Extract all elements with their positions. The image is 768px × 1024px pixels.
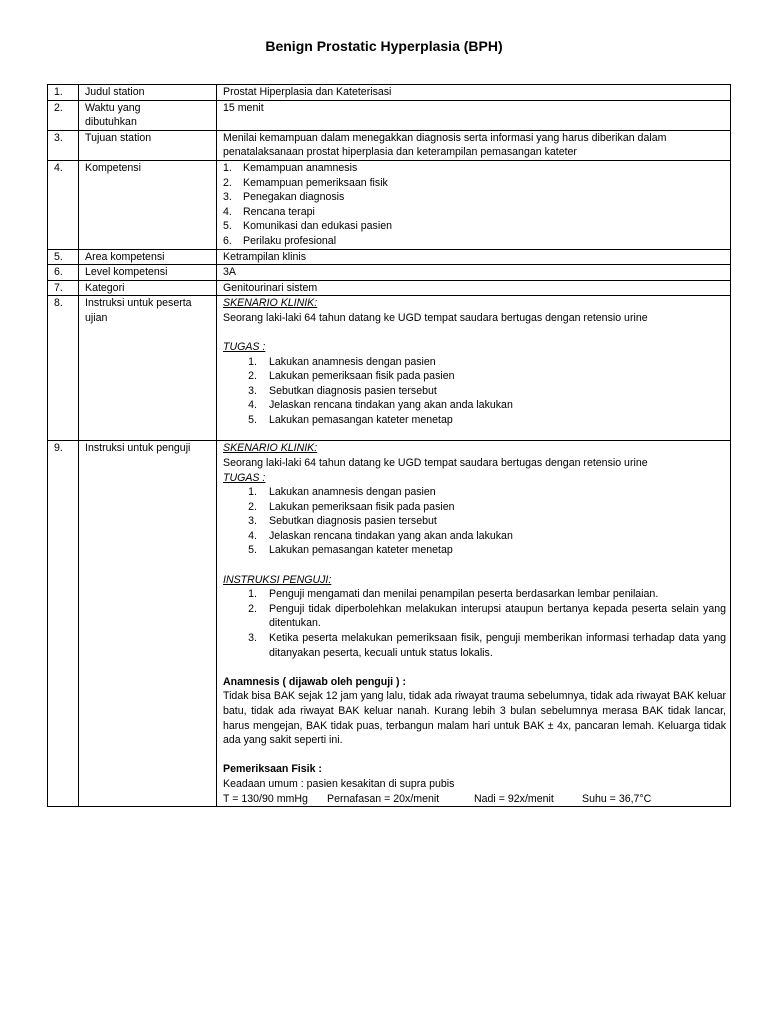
list-item: 4. Jelaskan rencana tindakan yang akan anda lakukan	[248, 529, 513, 542]
row-value: Ketrampilan klinis	[217, 249, 731, 265]
row-label: Area kompetensi	[79, 249, 217, 265]
row-number: 1.	[48, 85, 79, 101]
row-number: 7.	[48, 280, 79, 296]
row-number: 2.	[48, 100, 79, 130]
list-item: 6. Perilaku profesional	[223, 234, 337, 247]
row-value: 3A	[217, 265, 731, 281]
keadaan-umum: Keadaan umum : pasien kesakitan di supra pubis	[223, 777, 455, 790]
row-number: 8.	[48, 296, 79, 441]
vital-nadi: Nadi = 92x/menit	[474, 792, 554, 805]
tugas-heading: TUGAS :	[223, 341, 266, 354]
station-table	[47, 84, 731, 807]
list-item: 1. Lakukan anamnesis dengan pasien	[248, 486, 436, 499]
row-number: 4.	[48, 160, 79, 249]
row-value	[217, 441, 731, 807]
instruksi-list	[223, 587, 726, 660]
anamnesis-heading: Anamnesis ( dijawab oleh penguji ) :	[223, 675, 407, 688]
row-value: Prostat Hiperplasia dan Kateterisasi	[217, 85, 731, 101]
row-number: 5.	[48, 249, 79, 265]
tugas-list	[223, 355, 726, 428]
row-label: Level kompetensi	[79, 265, 217, 281]
list-item: 2. Kemampuan pemeriksaan fisik	[223, 176, 388, 189]
page-title: Benign Prostatic Hyperplasia (BPH)	[265, 38, 503, 54]
row-number: 6.	[48, 265, 79, 281]
table-row	[48, 280, 731, 296]
table-row	[48, 249, 731, 265]
skenario-heading: SKENARIO KLINIK:	[223, 297, 318, 310]
list-item: 1. Penguji mengamati dan menilai penampilan peserta berdasarkan lembar penilaian.	[248, 588, 659, 601]
list-item: 3. Sebutkan diagnosis pasien tersebut	[248, 515, 437, 528]
table-row	[48, 130, 731, 160]
vital-signs	[223, 792, 726, 807]
row-label: Kategori	[79, 280, 217, 296]
list-item: 4. Jelaskan rencana tindakan yang akan anda lakukan	[248, 399, 513, 412]
row-value	[217, 160, 731, 249]
row-label: Tujuan station	[79, 130, 217, 160]
vital-pernafasan: Pernafasan = 20x/menit	[327, 792, 440, 805]
kompetensi-list	[223, 161, 726, 249]
list-item: 4. Rencana terapi	[223, 205, 315, 218]
table-row	[48, 296, 731, 441]
list-item: 3. Sebutkan diagnosis pasien tersebut	[248, 384, 437, 397]
skenario-text: Seorang laki-laki 64 tahun datang ke UGD tempat saudara bertugas dengan retensio urine	[223, 311, 648, 324]
list-item: 5. Lakukan pemasangan kateter menetap	[248, 544, 453, 557]
list-item: 3. Penegakan diagnosis	[223, 191, 345, 204]
table-row	[48, 85, 731, 101]
row-value: Genitourinari sistem	[217, 280, 731, 296]
row-number: 3.	[48, 130, 79, 160]
list-item: 1. Lakukan anamnesis dengan pasien	[248, 355, 436, 368]
row-value: 15 menit	[217, 100, 731, 130]
table-row	[48, 265, 731, 281]
vital-suhu: Suhu = 36,7°C	[582, 792, 652, 805]
list-item: 1. Kemampuan anamnesis	[223, 161, 358, 174]
tugas-heading: TUGAS :	[223, 471, 266, 484]
anamnesis-text: Tidak bisa BAK sejak 12 jam yang lalu, tidak ada riwayat trauma sebelumnya, tidak ada riwayat BAK keluar batu, tidak ada riwayat BAK keluar nanah. Kurang lebih 3 bulan sebelumnya merasa BAK tidak lancar, harus mengejan, BAK tidak puas, terbangun malam hari untuk BAK ± 4x, pancaran lemah. Keluarga tidak ada yang sakit seperti ini.	[223, 690, 726, 747]
list-item: 3. Ketika peserta melakukan pemeriksaan fisik, penguji memberikan informasi terhadap data yang ditanyakan peserta, kecuali untuk status lokalis.	[248, 632, 726, 659]
instruksi-heading: INSTRUKSI PENGUJI:	[223, 573, 332, 586]
vital-tensi: T = 130/90 mmHg	[223, 792, 308, 805]
list-item: 2. Penguji tidak diperbolehkan melakukan interupsi ataupun bertanya kepada peserta selain yang ditentukan.	[248, 602, 726, 630]
list-item: 5. Komunikasi dan edukasi pasien	[223, 220, 392, 233]
pemeriksaan-fisik-heading: Pemeriksaan Fisik :	[223, 763, 322, 776]
row-value	[217, 296, 731, 441]
row-label: Instruksi untuk peserta ujian	[79, 296, 217, 441]
table-row	[48, 441, 731, 807]
tugas-list	[223, 485, 726, 558]
row-value: Menilai kemampuan dalam menegakkan diagnosis serta informasi yang harus diberikan dalam penatalaksanaan prostat hiperplasia dan keterampilan pemasangan kateter	[217, 130, 731, 160]
list-item: 2. Lakukan pemeriksaan fisik pada pasien	[248, 370, 455, 383]
table-row	[48, 160, 731, 249]
list-item: 2. Lakukan pemeriksaan fisik pada pasien	[248, 500, 455, 513]
table-row	[48, 100, 731, 130]
row-label: Waktu yang dibutuhkan	[79, 100, 217, 130]
list-item: 5. Lakukan pemasangan kateter menetap	[248, 414, 453, 427]
skenario-text: Seorang laki-laki 64 tahun datang ke UGD tempat saudara bertugas dengan retensio urine	[223, 456, 648, 469]
row-label: Instruksi untuk penguji	[79, 441, 217, 807]
row-label: Judul station	[79, 85, 217, 101]
skenario-heading: SKENARIO KLINIK:	[223, 442, 318, 455]
row-label: Kompetensi	[79, 160, 217, 249]
row-number: 9.	[48, 441, 79, 807]
